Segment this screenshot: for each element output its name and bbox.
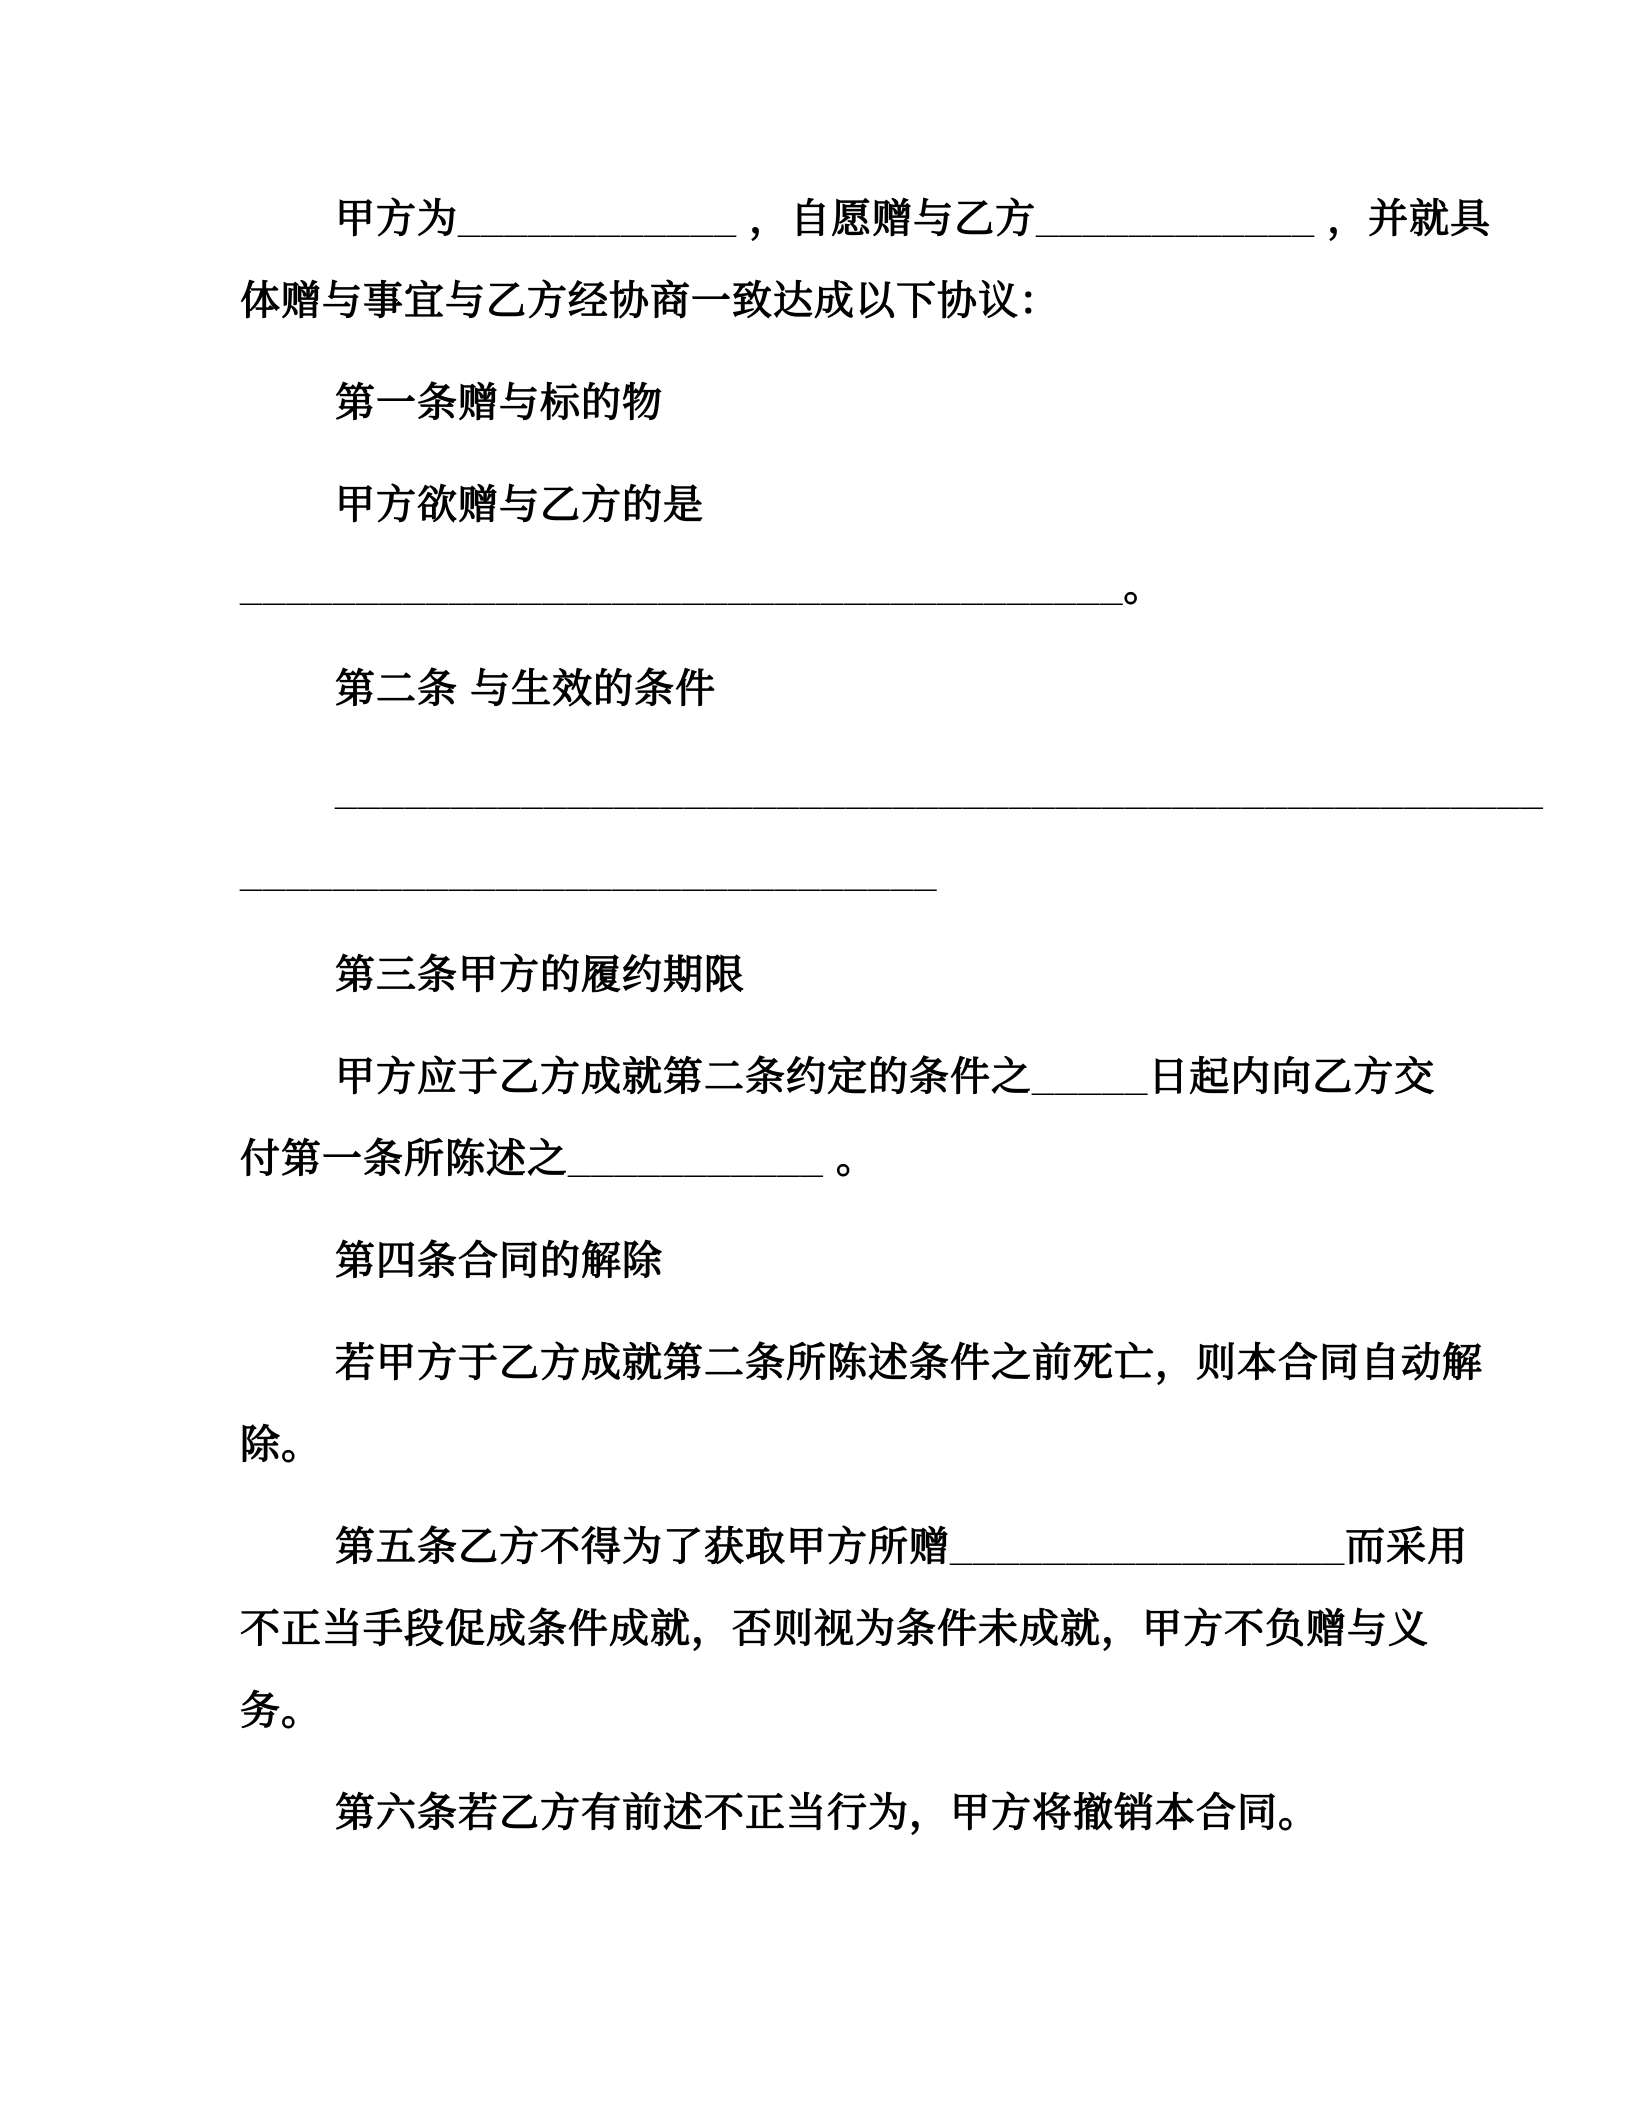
text-line: 体赠与事宜与乙方经协商一致达成以下协议： bbox=[240, 279, 1060, 323]
text-line: 除。 bbox=[240, 1423, 322, 1467]
text-line: 甲方欲赠与乙方的是 bbox=[335, 483, 704, 527]
text-line: 第四条合同的解除 bbox=[335, 1239, 663, 1283]
text-line: 若甲方于乙方成就第二条所陈述条件之前死亡，则本合同自动解 bbox=[335, 1341, 1483, 1385]
paragraph bbox=[240, 1506, 1469, 1752]
text-line: 不正当手段促成条件成就，否则视为条件未成就，甲方不负赠与义 bbox=[240, 1607, 1429, 1651]
blank-underline-line: ______________________________________。 bbox=[240, 565, 1165, 609]
text-line: 甲方应于乙方成就第二条约定的条件之_____日起内向乙方交 bbox=[335, 1055, 1436, 1099]
text-line: 第三条甲方的履约期限 bbox=[335, 953, 745, 997]
paragraph bbox=[240, 1036, 1436, 1200]
blank-underline-line: ______________________________ bbox=[240, 851, 938, 895]
paragraph bbox=[240, 464, 1392, 628]
paragraph bbox=[240, 750, 1544, 914]
paragraph bbox=[240, 648, 1392, 730]
paragraph bbox=[240, 934, 1392, 1016]
paragraph bbox=[240, 1322, 1483, 1486]
document-body bbox=[240, 178, 1544, 1854]
text-line: 第六条若乙方有前述不正当行为，甲方将撤销本合同。 bbox=[335, 1791, 1319, 1835]
text-line: 第二条 与生效的条件 bbox=[335, 667, 717, 711]
text-line: 甲方为____________ ，自愿赠与乙方____________ ，并就具 bbox=[335, 197, 1492, 241]
paragraph bbox=[240, 1220, 1392, 1302]
blank-underline-line: ____________________________________________________ bbox=[335, 769, 1544, 813]
paragraph bbox=[240, 1772, 1392, 1854]
paragraph bbox=[240, 178, 1492, 342]
text-line: 付第一条所陈述之___________ 。 bbox=[240, 1137, 877, 1181]
text-line: 第一条赠与标的物 bbox=[335, 381, 663, 425]
text-line: 务。 bbox=[240, 1689, 322, 1733]
text-line: 第五条乙方不得为了获取甲方所赠_________________而采用 bbox=[335, 1525, 1469, 1569]
paragraph bbox=[240, 362, 1392, 444]
